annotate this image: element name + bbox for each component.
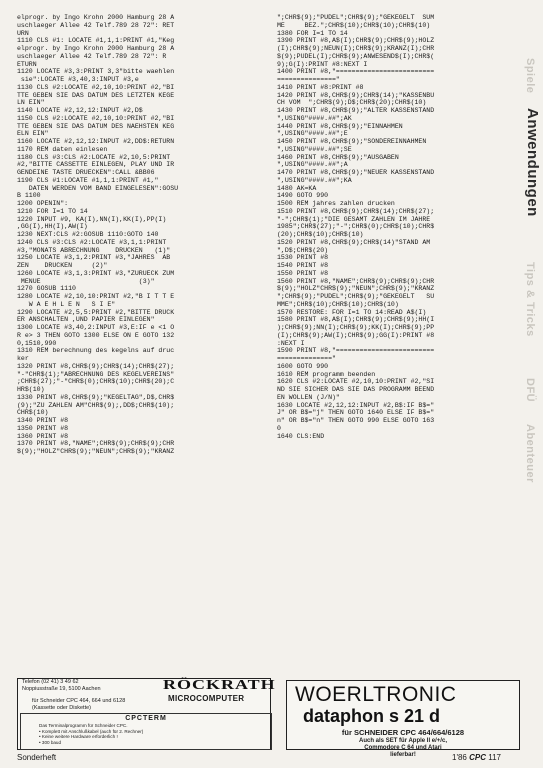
listing-line: CHR$(10) — [17, 409, 49, 417]
listing-line: CH VOM ";CHR$(9);D$;CHR$(20);CHR$(10) — [277, 99, 427, 107]
listing-line: 1360 PRINT #8 — [17, 432, 69, 440]
listing-line: 1130 CLS #2:LOCATE #2,10,10:PRINT #2,"BI — [17, 83, 175, 91]
listing-line: 1230 NEXT:CLS #2:GOSUB 1110:GOTO 140 — [17, 231, 159, 238]
listing-line: 1520 PRINT #8,CHR$(9);CHR$(14)"STAND AM — [277, 238, 431, 246]
footer-issue: 1'86 — [452, 753, 467, 762]
listing-line: 1590 PRINT #8,"========================= — [277, 347, 435, 355]
cpcterm-line: • 300 baud — [39, 739, 62, 745]
listing-line: ",USING"####.##";SE — [277, 145, 352, 153]
section-tab-rail — [521, 0, 543, 768]
cpcterm-line: Das Terminalprogramm für Schneider CPC. — [39, 723, 128, 728]
listing-line: ",USING"####.##";KA — [277, 176, 352, 184]
listing-line: 1370 PRINT #8,"NAME";CHR$(9);CHR$(9);CHR — [17, 440, 175, 448]
listing-line: 1110 CLS #1: LOCATE #1,1,1:PRINT #1,"Keg — [17, 37, 175, 45]
listing-line: W A E H L E N S I E" — [17, 300, 116, 308]
listing-line: ";CHR$(9);"PUDEL";CHR$(9);"GEKEGELT SU — [277, 293, 435, 300]
rockrath-ad — [17, 677, 276, 750]
listing-line: 1330 PRINT #8,CHR$(9);"KEGELTAG",D$,CHR$ — [17, 393, 175, 401]
listing-line: ND SIE SICHER DAS SIE DAS PROGRAMM BEEND — [277, 386, 435, 393]
listing-line: 1540 PRINT #8 — [277, 262, 329, 269]
rockrath-subtitle: MICROCOMPUTER — [168, 694, 245, 703]
listing-line: TTE GEBEN SIE DAS DATUM DES NAEHSTEN KEG — [17, 122, 175, 130]
listing-line: J" OR B$="j" THEN GOTO 1640 ELSE IF B$=" — [277, 409, 435, 417]
woerltronic-also: Auch als SET für Apple II e/+/c, Commodore C 64 und Atari lieferbar! — [359, 738, 447, 758]
woerltronic-logo: WOERLTRONIC — [295, 683, 457, 706]
listing-line: "-";CHR$(1);"DIE GESAMT ZAHLEN IM JAHRE — [277, 215, 431, 223]
listing-line: elprogr. by Ingo Krohn 2000 Hamburg 28 A — [17, 45, 175, 52]
listing-line: LN EIN" — [17, 99, 45, 107]
listing-line: 1340 PRINT #8 — [17, 417, 69, 424]
listing-line: MME";CHR$(10);CHR$(10);CHR$(10) — [277, 300, 399, 308]
listing-left-column — [17, 14, 267, 669]
listing-line: 1210 FOR I=1 TO 14 — [17, 207, 88, 215]
listing-line: (20);CHR$(10);CHR$(10) — [277, 231, 364, 238]
listing-line: 1510 PRINT #8,CHR$(9);CHR$(14);CHR$(27); — [277, 207, 435, 215]
listing-line: 1580 PRINT #8,A$(I);CHR$(9);CHR$(9);HH(I — [277, 316, 435, 324]
cpcterm-intro: für Schneider CPC 464, 664 und 6128 (Kassette oder Diskette) — [32, 698, 126, 711]
listing-right-column — [277, 14, 517, 664]
listing-line: 1250 LOCATE #3,1,2:PRINT #3,"JAHRES AB — [17, 254, 171, 262]
tab-tips-tricks: Tips & Tricks — [524, 262, 536, 337]
woerltronic-product: dataphon s 21 d — [303, 706, 441, 726]
cpcterm-line: • Komplett mit Anschlußkabel (auch für 2. Rechner) — [39, 728, 144, 734]
cpcterm-box — [20, 713, 272, 750]
listing-line: 1310 REM berechnung des kegelns auf druc — [17, 347, 175, 355]
rockrath-address: Telefon (02 41) 3 49 62 Noppiusstraße 19, 5100 Aachen — [22, 679, 101, 692]
listing-line: 1440 PRINT #8,CHR$(9);"EINNAHMEN — [277, 122, 403, 130]
listing-line: $(9);"HOLZ"CHR$(9);"NEUN";CHR$(9);"KRANZ — [17, 448, 175, 455]
listing-line: 1180 CLS #3:CLS #2:LOCATE #2,10,5:PRINT — [17, 153, 171, 161]
listing-line: 1640 CLS:END — [277, 432, 325, 440]
listing-line: (I);CHR$(9);NEUN(I);CHR$(9);KRANZ(I);CHR — [277, 45, 435, 52]
listing-line: ;CHR$(27);"-"CHR$(0);CHR$(10);CHR$(20);C — [17, 378, 175, 386]
listing-line: sie":LOCATE #3,40,3:INPUT #3,e — [17, 76, 139, 83]
listing-line: ER ANSCHALTEN ,UND PAPIER EINLEGEN" — [17, 316, 155, 324]
listing-line: 1220 INPUT #9, KA(I),NN(I),KK(I),PP(I) — [17, 215, 167, 223]
listing-line: ELN EIN" — [17, 130, 49, 138]
listing-line: 1170 REM daten einlesen — [17, 145, 108, 153]
listing-line: 1550 PRINT #8 — [277, 269, 329, 277]
listing-line: 1200 OPENIN": — [17, 200, 69, 207]
listing-line: "-"CHR$(1);"ABRECHNUNG DES KEGELVEREINS" — [17, 370, 175, 378]
footer-magazine: CPC — [469, 753, 486, 762]
listing-line: 1560 PRINT #8,"NAME";CHR$(9);CHR$(9);CHR — [277, 277, 435, 285]
listing-line: 1620 CLS #2:LOCATE #2,10,10:PRINT #2,"SI — [277, 378, 435, 386]
footer-page: 117 — [488, 753, 501, 762]
tab-anwendungen: Anwendungen — [524, 108, 541, 217]
tab-spiele: Spiele — [524, 58, 536, 94]
listing-line: ",USING"####.##";AK — [277, 114, 352, 122]
listing-line: 1985";CHR$(27);"-";CHR$(0);CHR$(10);CHR$ — [277, 223, 435, 231]
listing-line: 1400 PRINT #8,"========================= — [277, 68, 435, 76]
listing-line: $(9);"HOLZ"CHR$(9);"NEUN";CHR$(9);"KRANZ — [277, 285, 435, 293]
listing-line: ker — [17, 355, 29, 362]
listing-line: 1120 LOCATE #3,3:PRINT 3,3"bitte waehlen — [17, 68, 175, 76]
listing-line: $(9);PUDEL(I);CHR$(9);ANWESEND$(I);CHR$( — [277, 52, 435, 60]
listing-line: 1190 CLS #1:LOCATE #1,1,1:PRINT #1," — [17, 176, 159, 184]
listing-line: 1260 LOCATE #3,1,3:PRINT #3,"ZURUECK ZUM — [17, 269, 175, 277]
listing-line: 1480 AK=KA — [277, 184, 317, 192]
listing-line: uschlaeger Allee 42 Telf.789 28 72": RET — [17, 21, 175, 29]
listing-line: 1470 PRINT #8,CHR$(9);"NEUER KASSENSTAND — [277, 169, 435, 176]
listing-line: 9);G(I):PRINT #8:NEXT I — [277, 60, 368, 68]
listing-line: 1500 REM jahres zahlen drucken — [277, 200, 395, 207]
listing-line: 1630 LOCATE #2,12,12:INPUT #2,B$:IF B$=" — [277, 401, 435, 409]
listing-line: ,GG(I),HH(I),AW(I) — [17, 223, 88, 231]
listing-line: ",USING"####.##";E — [277, 130, 348, 138]
listing-line: 1570 RESTORE: FOR I=1 TO 14:READ A$(I) — [277, 308, 427, 316]
listing-line: 1240 CLS #3:CLS #2:LOCATE #3,1,1:PRINT — [17, 238, 167, 246]
listing-line: GENDEINE TASTE DRUECKEN":CALL &BB06 — [17, 169, 155, 176]
tab-abenteuer: Abenteuer — [524, 424, 536, 483]
listing-line: 1150 CLS #2:LOCATE #2,10,10:PRINT #2,"BI — [17, 114, 175, 122]
listing-line: 1160 LOCATE #2,12,12:INPUT #2,DD$:RETURN — [17, 138, 175, 145]
listing-line: 1140 LOCATE #2,12,12:INPUT #2,D$ — [17, 107, 143, 114]
listing-line: 1600 GOTO 990 — [277, 362, 329, 370]
listing-line: ",USING"####.##";A — [277, 161, 348, 169]
listing-line: 1390 PRINT #8,A$(I);CHR$(9);CHR$(9);HOLZ — [277, 37, 435, 45]
listing-line: 1410 PRINT #8:PRINT #8 — [277, 83, 364, 91]
listing-line: 1300 LOCATE #3,40,2:INPUT #3,E:IF e <1 O — [17, 324, 175, 331]
listing-line: 0 — [277, 424, 281, 432]
listing-line: 1530 PRINT #8 — [277, 254, 329, 262]
listing-line: (9);"ZU ZAHLEN AM"CHR$(9);,DD$;CHR$(10); — [17, 401, 175, 409]
rockrath-logo: RÖCKRATH — [163, 677, 276, 692]
listing-line: 1490 GOTO 990 — [277, 192, 329, 200]
listing-line: ETURN — [17, 60, 37, 68]
listing-line: #2,"BITTE CASSETTE EINLEGEN, PLAY UND IR — [17, 161, 175, 169]
listing-line: R e> 3 THEN GOTO 1300 ELSE ON E GOTO 132 — [17, 331, 175, 339]
listing-line: URN — [17, 29, 29, 37]
footer-left: Sonderheft — [17, 753, 57, 762]
cpcterm-title: CPCTERM — [125, 715, 167, 722]
listing-line: 1380 FOR I=1 TO 14 — [277, 29, 348, 37]
listing-line: ";CHR$(9);"PUDEL";CHR$(9);"GEKEGELT SUM — [277, 14, 435, 21]
listing-line: EN WOLLEN (J/N)" — [277, 393, 340, 401]
listing-line: DATEN WERDEN VOM BAND EINGELESEN":GOSU — [17, 184, 179, 192]
listing-line: 1420 PRINT #8,CHR$(9);CHR$(14);"KASSENBU — [277, 91, 435, 99]
listing-line: MENUE (3)" — [17, 277, 155, 285]
listing-line: 1610 REM programm beenden — [277, 370, 376, 378]
listing-line: ",D$;CHR$(20) — [277, 246, 329, 254]
listing-line: 1460 PRINT #8,CHR$(9);"AUSGABEN — [277, 153, 399, 161]
listing-line: 1430 PRINT #8,CHR$(9);"ALTER KASSENSTAND — [277, 107, 435, 114]
listing-line: 1450 PRINT #8,CHR$(9);"SONDEREINNAHMEN — [277, 138, 427, 145]
listing-line: ZEN DRUCKEN (2)" — [17, 262, 108, 269]
cpcterm-line: • Keine weitere Hardware erforderlich ! — [39, 734, 118, 740]
listing-line: 1320 PRINT #8,CHR$(9);CHR$(14);CHR$(27); — [17, 362, 175, 370]
listing-line: elprogr. by Ingo Krohn 2000 Hamburg 28 A — [17, 14, 175, 21]
listing-line: 1270 GOSUB 1110 — [17, 285, 76, 293]
listing-line: ===============" — [277, 76, 340, 83]
footer-right — [452, 753, 501, 762]
listing-line: n" OR B$="n" THEN GOTO 990 ELSE GOTO 163 — [277, 417, 435, 424]
listing-line: );CHR$(9);NN(I);CHR$(9);KK(I);CHR$(9);PP — [277, 324, 435, 331]
tab-dfue: DFÜ — [524, 378, 536, 403]
listing-line: TTE GEBEN SIE DAS DATUM DES LETZTEN KEGE — [17, 91, 175, 99]
listing-line: ==============" — [277, 355, 336, 362]
listing-line: uschlaeger Allee 42 Telf.789 28 72": R — [17, 52, 167, 60]
listing-line: 0,1510,990 — [17, 339, 57, 347]
listing-line: :NEXT I — [277, 339, 305, 347]
cpcterm-lines — [21, 723, 271, 745]
listing-line: #3,"MONATS ABRECHNUNG DRUCKEN (1)" — [17, 246, 171, 254]
listing-line: HR$(10) — [17, 386, 45, 393]
listing-line: 1290 LOCATE #2,5,5:PRINT #2,"BITTE DRUCK — [17, 308, 175, 316]
listing-line: 1350 PRINT #8 — [17, 424, 69, 432]
woerltronic-for: für SCHNEIDER CPC 464/664/6128 — [341, 728, 465, 737]
listing-line: ME BEZ.";CHR$(10);CHR$(10);CHR$(10) — [277, 21, 431, 29]
listing-line: 1280 LOCATE #2,10,10:PRINT #2,"B I T T E — [17, 293, 175, 300]
listing-line: B 1100 — [17, 192, 41, 200]
listing-line: (I);CHR$(9);AW(I);CHR$(9);GG(I):PRINT #8 — [277, 331, 435, 339]
